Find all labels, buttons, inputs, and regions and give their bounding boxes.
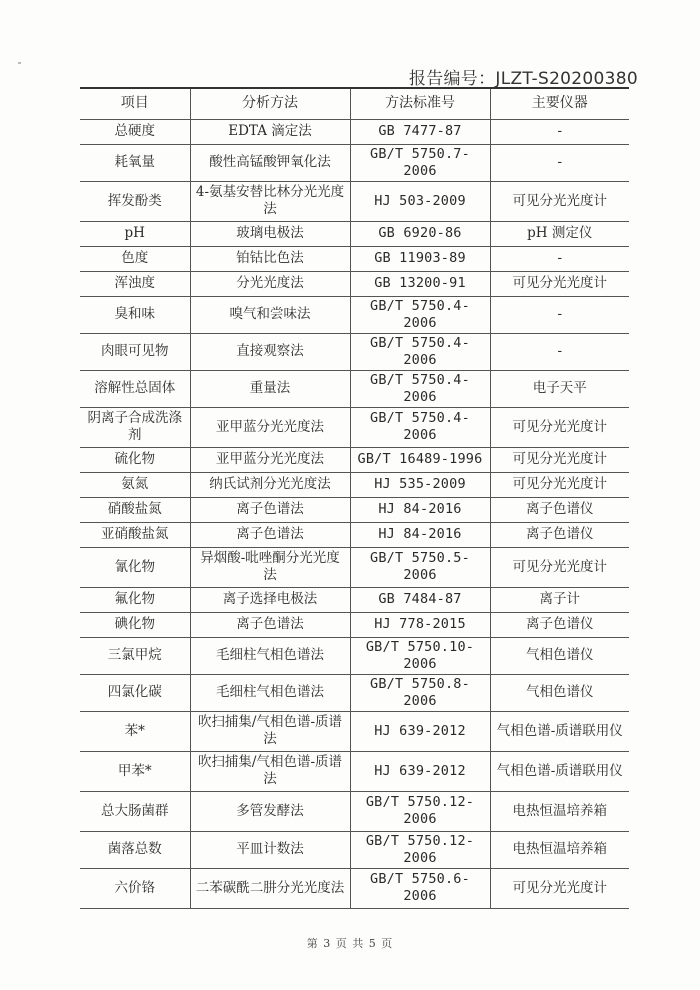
cell-item: 三氯甲烷 bbox=[80, 637, 190, 674]
cell-method: 纳氏试剂分光光度法 bbox=[190, 472, 350, 497]
table-row bbox=[80, 637, 629, 674]
cell-method: EDTA 滴定法 bbox=[190, 119, 350, 144]
cell-instrument: 离子计 bbox=[490, 587, 629, 612]
table-row bbox=[80, 246, 629, 271]
table-row bbox=[80, 144, 629, 181]
cell-instrument: - bbox=[490, 333, 629, 370]
cell-instrument: 离子色谱仪 bbox=[490, 522, 629, 547]
cell-standard: HJ 639-2012 bbox=[350, 751, 490, 791]
table-row bbox=[80, 791, 629, 831]
cell-item: 氟化物 bbox=[80, 587, 190, 612]
cell-standard: GB 11903-89 bbox=[350, 246, 490, 271]
cell-method: 酸性高锰酸钾氧化法 bbox=[190, 144, 350, 181]
cell-instrument: - bbox=[490, 119, 629, 144]
cell-item: 氰化物 bbox=[80, 547, 190, 587]
cell-method: 离子选择电极法 bbox=[190, 587, 350, 612]
table-row bbox=[80, 547, 629, 587]
cell-standard: GB 13200-91 bbox=[350, 271, 490, 296]
cell-standard: HJ 535-2009 bbox=[350, 472, 490, 497]
cell-instrument: 气相色谱-质谱联用仪 bbox=[490, 751, 629, 791]
table-row bbox=[80, 522, 629, 547]
cell-instrument: 电热恒温培养箱 bbox=[490, 791, 629, 831]
cell-method: 离子色谱法 bbox=[190, 522, 350, 547]
cell-standard: GB/T 5750.4-2006 bbox=[350, 333, 490, 370]
cell-method: 嗅气和尝味法 bbox=[190, 296, 350, 333]
cell-standard: GB/T 5750.12-2006 bbox=[350, 791, 490, 831]
cell-item: 亚硝酸盐氮 bbox=[80, 522, 190, 547]
cell-standard: GB/T 5750.12-2006 bbox=[350, 831, 490, 868]
cell-item: 六价铬 bbox=[80, 868, 190, 908]
cell-method: 4-氨基安替比林分光光度法 bbox=[190, 181, 350, 221]
cell-instrument: 可见分光光度计 bbox=[490, 472, 629, 497]
cell-method: 亚甲蓝分光光度法 bbox=[190, 447, 350, 472]
table-row bbox=[80, 407, 629, 447]
cell-item: 色度 bbox=[80, 246, 190, 271]
cell-item: 耗氧量 bbox=[80, 144, 190, 181]
cell-item: 硫化物 bbox=[80, 447, 190, 472]
table-body bbox=[80, 119, 629, 908]
cell-standard: HJ 778-2015 bbox=[350, 612, 490, 637]
table-row bbox=[80, 447, 629, 472]
cell-instrument: 气相色谱仪 bbox=[490, 674, 629, 711]
cell-method: 二苯碳酰二肼分光光度法 bbox=[190, 868, 350, 908]
header-standard: 方法标准号 bbox=[350, 88, 490, 119]
cell-item: 总硬度 bbox=[80, 119, 190, 144]
table-row bbox=[80, 221, 629, 246]
table-row bbox=[80, 119, 629, 144]
table-row bbox=[80, 296, 629, 333]
page-footer: 第 3 页 共 5 页 bbox=[306, 937, 394, 950]
cell-standard: HJ 639-2012 bbox=[350, 711, 490, 751]
cell-standard: HJ 503-2009 bbox=[350, 181, 490, 221]
cell-item: 四氯化碳 bbox=[80, 674, 190, 711]
table-row bbox=[80, 868, 629, 908]
table-row bbox=[80, 711, 629, 751]
cell-item: 总大肠菌群 bbox=[80, 791, 190, 831]
cell-method: 离子色谱法 bbox=[190, 497, 350, 522]
cell-instrument: 可见分光光度计 bbox=[490, 181, 629, 221]
methods-table bbox=[80, 87, 629, 909]
cell-standard: GB 7484-87 bbox=[350, 587, 490, 612]
cell-item: 碘化物 bbox=[80, 612, 190, 637]
cell-item: 浑浊度 bbox=[80, 271, 190, 296]
cell-item: 甲苯* bbox=[80, 751, 190, 791]
header-method: 分析方法 bbox=[190, 88, 350, 119]
table-header-row bbox=[80, 88, 629, 119]
cell-method: 直接观察法 bbox=[190, 333, 350, 370]
table-row bbox=[80, 751, 629, 791]
cell-standard: GB/T 5750.5-2006 bbox=[350, 547, 490, 587]
cell-standard: GB/T 5750.7-2006 bbox=[350, 144, 490, 181]
cell-instrument: pH 测定仪 bbox=[490, 221, 629, 246]
report-number: 报告编号：JLZT-S20200380 bbox=[408, 69, 638, 89]
cell-standard: HJ 84-2016 bbox=[350, 522, 490, 547]
cell-item: 挥发酚类 bbox=[80, 181, 190, 221]
table-row bbox=[80, 333, 629, 370]
cell-method: 玻璃电极法 bbox=[190, 221, 350, 246]
scan-speck bbox=[18, 62, 21, 64]
cell-item: 溶解性总固体 bbox=[80, 370, 190, 407]
cell-item: 菌落总数 bbox=[80, 831, 190, 868]
table-row bbox=[80, 472, 629, 497]
cell-standard: GB/T 5750.6-2006 bbox=[350, 868, 490, 908]
cell-instrument: - bbox=[490, 296, 629, 333]
cell-standard: GB/T 5750.4-2006 bbox=[350, 296, 490, 333]
cell-method: 平皿计数法 bbox=[190, 831, 350, 868]
cell-method: 重量法 bbox=[190, 370, 350, 407]
cell-instrument: 离子色谱仪 bbox=[490, 612, 629, 637]
cell-item: pH bbox=[80, 221, 190, 246]
cell-standard: GB/T 5750.10-2006 bbox=[350, 637, 490, 674]
cell-instrument: 电子天平 bbox=[490, 370, 629, 407]
cell-instrument: 电热恒温培养箱 bbox=[490, 831, 629, 868]
table-row bbox=[80, 370, 629, 407]
cell-instrument: 可见分光光度计 bbox=[490, 407, 629, 447]
table-row bbox=[80, 271, 629, 296]
cell-method: 铂钴比色法 bbox=[190, 246, 350, 271]
cell-item: 臭和味 bbox=[80, 296, 190, 333]
cell-item: 阴离子合成洗涤剂 bbox=[80, 407, 190, 447]
cell-instrument: 可见分光光度计 bbox=[490, 271, 629, 296]
cell-standard: HJ 84-2016 bbox=[350, 497, 490, 522]
table-row bbox=[80, 181, 629, 221]
cell-standard: GB/T 5750.4-2006 bbox=[350, 407, 490, 447]
cell-method: 异烟酸-吡唑酮分光光度法 bbox=[190, 547, 350, 587]
cell-item: 肉眼可见物 bbox=[80, 333, 190, 370]
header-instrument: 主要仪器 bbox=[490, 88, 629, 119]
header-item: 项目 bbox=[80, 88, 190, 119]
cell-item: 硝酸盐氮 bbox=[80, 497, 190, 522]
cell-method: 毛细柱气相色谱法 bbox=[190, 637, 350, 674]
cell-method: 分光光度法 bbox=[190, 271, 350, 296]
cell-standard: GB/T 5750.8-2006 bbox=[350, 674, 490, 711]
cell-instrument: - bbox=[490, 246, 629, 271]
cell-item: 氨氮 bbox=[80, 472, 190, 497]
cell-method: 吹扫捕集/气相色谱-质谱法 bbox=[190, 751, 350, 791]
cell-method: 离子色谱法 bbox=[190, 612, 350, 637]
table-row bbox=[80, 612, 629, 637]
cell-instrument: 可见分光光度计 bbox=[490, 547, 629, 587]
cell-method: 多管发酵法 bbox=[190, 791, 350, 831]
cell-standard: GB/T 16489-1996 bbox=[350, 447, 490, 472]
cell-method: 亚甲蓝分光光度法 bbox=[190, 407, 350, 447]
cell-method: 毛细柱气相色谱法 bbox=[190, 674, 350, 711]
cell-item: 苯* bbox=[80, 711, 190, 751]
cell-instrument: - bbox=[490, 144, 629, 181]
cell-standard: GB 6920-86 bbox=[350, 221, 490, 246]
cell-instrument: 可见分光光度计 bbox=[490, 868, 629, 908]
cell-standard: GB 7477-87 bbox=[350, 119, 490, 144]
cell-standard: GB/T 5750.4-2006 bbox=[350, 370, 490, 407]
table-row bbox=[80, 497, 629, 522]
cell-instrument: 气相色谱仪 bbox=[490, 637, 629, 674]
table-row bbox=[80, 587, 629, 612]
table-row bbox=[80, 831, 629, 868]
cell-instrument: 离子色谱仪 bbox=[490, 497, 629, 522]
cell-method: 吹扫捕集/气相色谱-质谱法 bbox=[190, 711, 350, 751]
table-row bbox=[80, 674, 629, 711]
cell-instrument: 可见分光光度计 bbox=[490, 447, 629, 472]
cell-instrument: 气相色谱-质谱联用仪 bbox=[490, 711, 629, 751]
